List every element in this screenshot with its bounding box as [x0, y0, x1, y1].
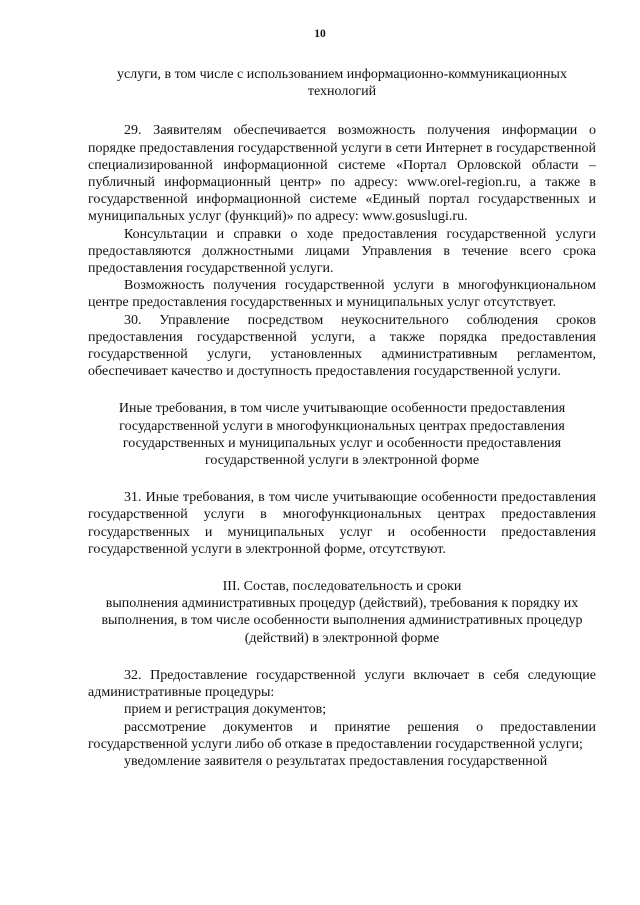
- section-heading-3-title: III. Состав, последовательность и сроки: [222, 579, 462, 595]
- paragraph-31: 31. Иные требования, в том числе учитывающие особенности предоставления государственной услуги в многофункциональных центрах предоставления государственных и муниципальных услуг и особенности предоставления государственной услуги в электронной форме, отсутствуют.: [88, 490, 596, 557]
- paragraph-29-consultations: Консультации и справки о ходе предоставления государственной услуги предоставляются должностными лицами Управления в течение всего срока предоставления государственной услуги.: [88, 226, 596, 277]
- procedure-item-2: рассмотрение документов и принятие решения о предоставлении государственной услуги либо об отказе в предоставлении государственной услуги;: [88, 719, 596, 752]
- section-heading-other-requirements: Иные требования, в том числе учитывающие особенности предоставления государственной услуги в многофункциональных центрах предоставления государственных и муниципальных услуг и особенности предоставления государственной услуги в электронной форме: [118, 401, 566, 469]
- paragraph-29-mfc: Возможность получения государственной услуги в многофункциональном центре предоставления государственных и муниципальных услуг отсутствует.: [88, 278, 596, 311]
- section-heading-top: услуги, в том числе с использованием информационно-коммуникационных технологий: [117, 67, 567, 100]
- paragraph-29: 29. Заявителям обеспечивается возможность получения информации о порядке предоставления государственной услуги в сети Интернет в государственной специализированной информационной системе «Портал Орловской области – публичный информационный центр» по адресу: www.orel-region.ru, а также в государственной информационной системе «Единый портал государственных и муниципальных услуг (функций)» по адресу: www.gosuslugi.ru.: [88, 123, 596, 225]
- page-number: 10: [314, 28, 326, 40]
- section-heading-3-subtitle: выполнения административных процедур (действий), требования к порядку их выполнения, в том числе особенности выполнения административных процедур (действий) в электронной форме: [101, 596, 583, 646]
- procedure-item-3: уведомление заявителя о результатах предоставления государственной: [124, 753, 548, 769]
- paragraph-32: 32. Предоставление государственной услуги включает в себя следующие административные процедуры:: [88, 667, 596, 701]
- paragraph-30: 30. Управление посредством неукоснительного соблюдения сроков предоставления государственной услуги, а также порядка предоставления государственной услуги, установленных административным регламентом, обеспечивает качество и доступность предоставления государственной услуги.: [88, 312, 596, 380]
- procedure-item-1: прием и регистрация документов;: [124, 702, 327, 718]
- document-body: [88, 66, 596, 770]
